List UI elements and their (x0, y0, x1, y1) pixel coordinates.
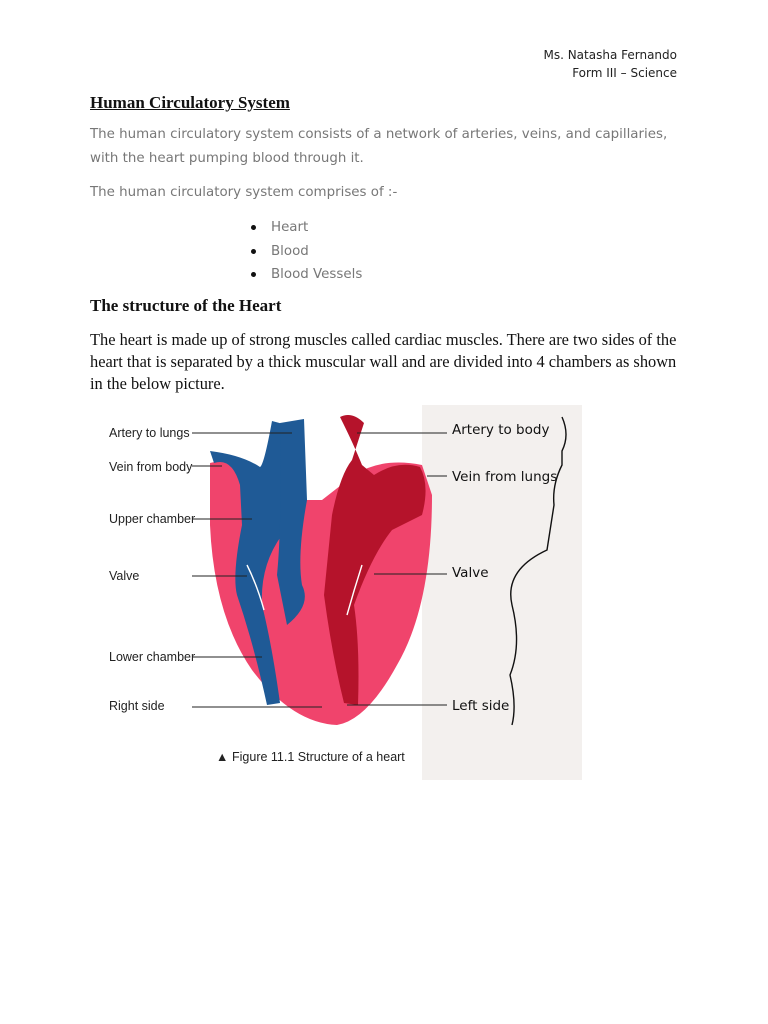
label-left-side: Left side (452, 698, 510, 714)
intro-paragraph: The human circulatory system consists of a network of arteries, veins, and capillaries, with the heart pumping blood through it. (90, 127, 668, 166)
label-lower-chamber: Lower chamber (109, 650, 196, 664)
section-heading: The structure of the Heart (90, 296, 282, 315)
author-name: Ms. Natasha Fernando (543, 48, 677, 62)
list-item: Heart (246, 216, 362, 240)
caption-marker: ▲ (216, 750, 229, 764)
label-artery-to-body: Artery to body (452, 422, 550, 438)
label-vein-from-lungs: Vein from lungs (452, 469, 558, 485)
label-right-side: Right side (109, 699, 165, 713)
list-item: Blood Vessels (246, 263, 362, 287)
label-artery-to-lungs: Artery to lungs (109, 426, 190, 440)
components-list (246, 216, 362, 287)
document-title: Human Circulatory System (90, 93, 290, 112)
pulmonary-artery (277, 419, 307, 625)
list-item: Blood (246, 240, 362, 264)
class-subject: Form III – Science (572, 66, 677, 80)
heart-figure (92, 405, 582, 780)
components-intro: The human circulatory system comprises of :- (90, 185, 398, 200)
label-valve-right: Valve (109, 569, 140, 583)
page-scan-background (422, 405, 582, 780)
document-header (543, 46, 677, 82)
figure-caption: Figure 11.1 Structure of a heart (232, 750, 405, 764)
label-valve-left: Valve (452, 565, 489, 581)
label-vein-from-body: Vein from body (109, 460, 193, 474)
heart-diagram (92, 405, 582, 780)
heart-paragraph: The heart is made up of strong muscles called cardiac muscles. There are two sides of the heart that is separated by a thick muscular wall and are divided into 4 chambers as shown in the below picture. (90, 330, 677, 393)
label-upper-chamber: Upper chamber (109, 512, 196, 526)
